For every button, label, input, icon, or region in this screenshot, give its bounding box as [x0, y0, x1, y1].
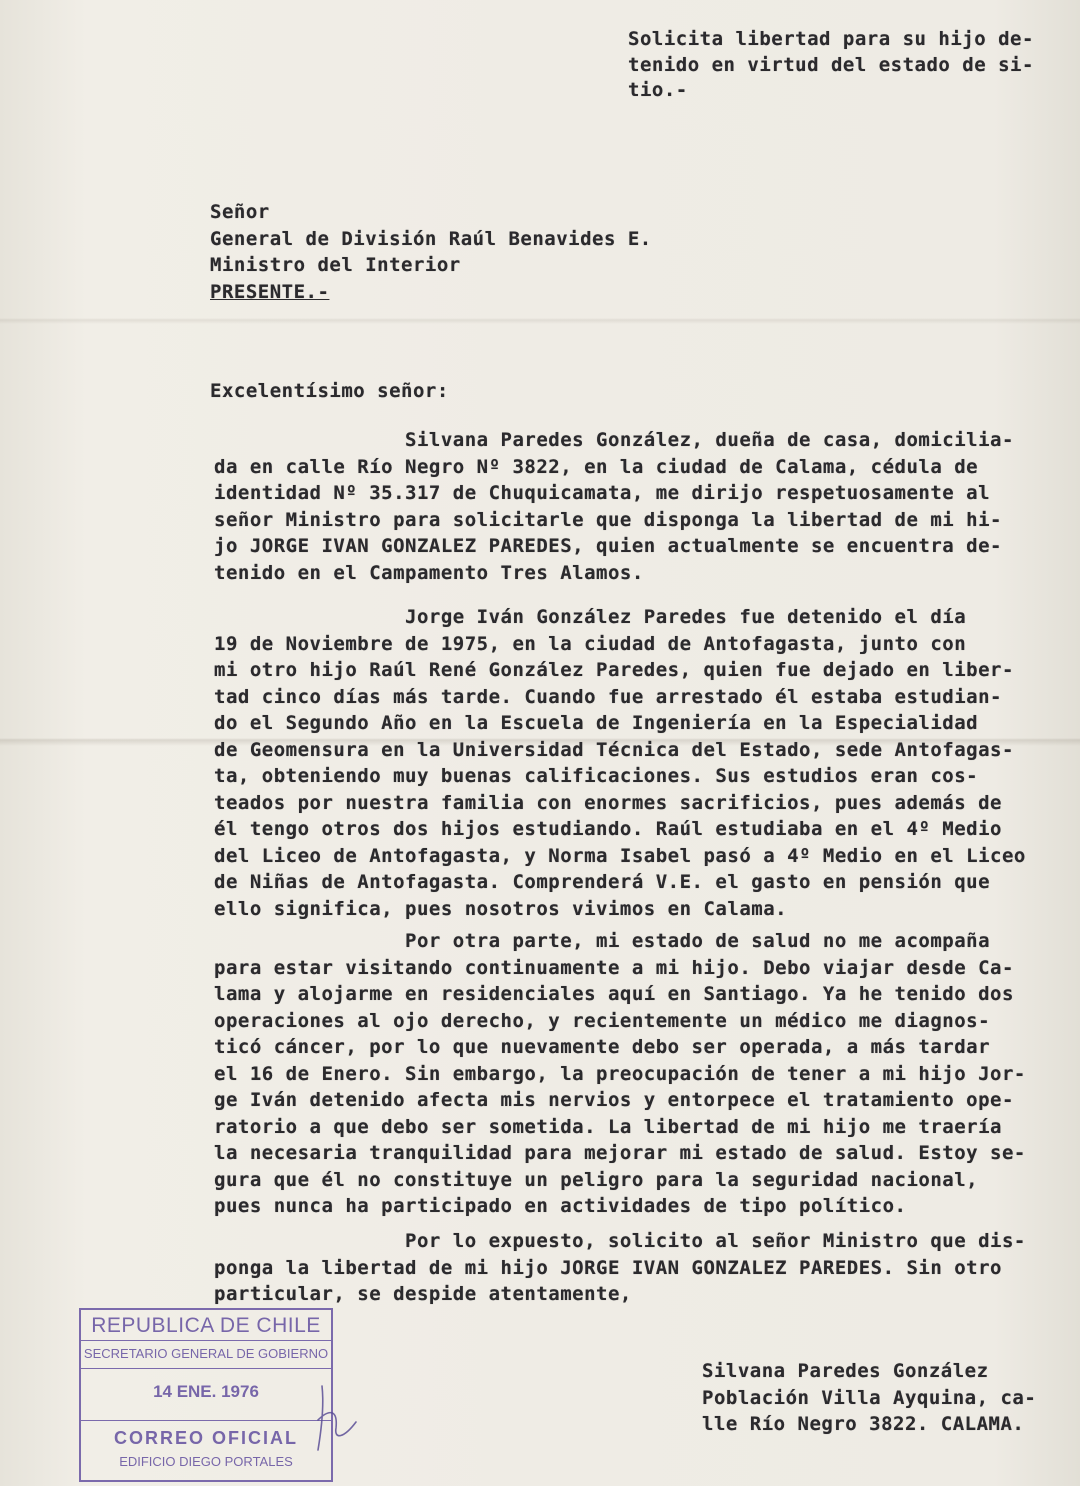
subject-line: Solicita libertad para su hijo de- tenido en virtud del estado de si- tio.-	[628, 28, 1034, 102]
addressee-title: Señor	[210, 201, 270, 223]
official-stamp	[79, 1308, 333, 1482]
addressee-presente: PRESENTE.-	[210, 280, 330, 303]
stamp-correo-oficial: CORREO OFICIAL	[114, 1428, 298, 1448]
stamp-secretario: SECRETARIO GENERAL DE GOBIERNO	[83, 1346, 329, 1361]
stamp-republica: REPUBLICA DE CHILE	[91, 1314, 321, 1337]
body-paragraph-2: Jorge Iván González Paredes fue detenido el día 19 de Noviembre de 1975, en la ciudad de Antofagasta, junto con mi otro hijo Raúl René González Paredes, quien fue dejado en liber- tad cinco días más tarde. Cuando fue arrestado él estaba estudian- do el Segundo Año en la Escuela de Ingeniería en la Especialidad de Geomensura en la Universidad Técnica del Estado, sede Antofagas- ta, obteniendo muy buenas calificaciones. Sus estudios eran cos- teados por nuestra familia con enormes sacrificios, pues además de él tengo otros dos hijos estudiando. Raúl estudiaba en el 4º Medio del Liceo de Antofagasta, y Norma Isabel pasó a 4º Medio en el Liceo de Niñas de Antofagasta. Comprenderá V.E. el gasto en pensión que ello significa, pues nosotros vivimos en Calama.	[214, 606, 1026, 920]
stamp-divider	[81, 1340, 331, 1341]
salutation: Excelentísimo señor:	[210, 380, 449, 402]
body-paragraph-3: Por otra parte, mi estado de salud no me acompaña para estar visitando continuamente a mi hijo. Debo viajar desde Ca- lama y alojarme en residenciales aquí en Santiago. Ya he tenido dos operaciones al ojo derecho, y recientemente un médico me diagnos- ticó cáncer, por lo que nuevamente debo ser operada, a más tardar el 16 de Enero. Sin embargo, la preocupación de tener a mi hijo Jor- ge Iván detenido afecta mis nervios y entorpece el tratamiento ope- ratorio a que debo ser sometida. La libertad de mi hijo me traería la necesaria tranquilidad para mejorar mi estado de salud. Estoy se- gura que él no constituye un peligro para la seguridad nacional, pues nunca ha participado en actividades de tipo político.	[214, 930, 1026, 1217]
addressee-name: General de División Raúl Benavides E.	[210, 227, 652, 250]
addressee-block	[210, 199, 652, 305]
body-paragraph-1: Silvana Paredes González, dueña de casa, domicilia- da en calle Río Negro Nº 3822, en la ciudad de Calama, cédula de identidad Nº 35.317 de Chuquicamata, me dirijo respetuosamente al señor Ministro para solicitarle que disponga la libertad de mi hi- jo JORGE IVAN GONZALEZ PAREDES, quien actualmente se encuentra de- tenido en el Campamento Tres Alamos.	[214, 429, 1014, 584]
handwritten-initials	[300, 1380, 370, 1460]
stamp-divider	[81, 1368, 331, 1369]
signature-block: Silvana Paredes González Población Villa Ayquina, ca- lle Río Negro 3822. CALAMA.	[702, 1360, 1037, 1435]
stamp-divider	[81, 1420, 331, 1421]
addressee-position: Ministro del Interior	[210, 254, 461, 276]
body-paragraph-4: Por lo expuesto, solicito al señor Ministro que dis- ponga la libertad de mi hijo JORGE IVAN GONZALEZ PAREDES. Sin otro particular, se despide atentamente,	[214, 1230, 1026, 1305]
stamp-edificio: EDIFICIO DIEGO PORTALES	[119, 1454, 293, 1469]
stamp-date: 14 ENE. 1976	[153, 1382, 259, 1401]
